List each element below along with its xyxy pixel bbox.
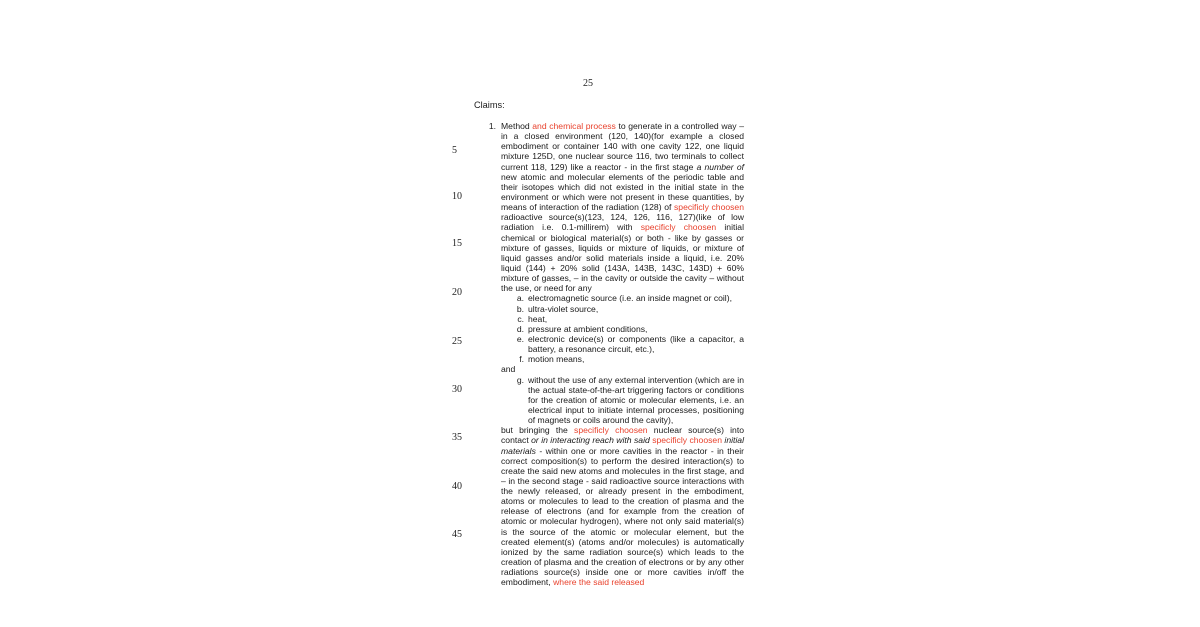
list-item-text: ultra-violet source,: [528, 303, 599, 314]
list-item-label: c.: [517, 313, 524, 324]
list-item: [501, 324, 744, 334]
list-item-label: d.: [516, 323, 524, 334]
claim-text: initial chemical or biological material(s) or both - like by gasses or mixture of gasses, liquids or mixture of liquids, or mixture of liquid gasses and/or solid materials inside a liquid, i.e. 20% liquid (144) + 20% solid (143A, 143B, 143C, 143D) + 60% mixture of gasses, – in the cavity or outside the cavity – without the use, or need for any: [501, 222, 744, 294]
claim-items-second: [501, 375, 744, 426]
line-number: 10: [452, 191, 462, 202]
line-number: 40: [452, 481, 462, 492]
claim-items-first: [501, 293, 744, 364]
list-item-label: f.: [519, 354, 524, 365]
list-item-label: b.: [516, 303, 524, 314]
amended-text: specificly choosen: [574, 425, 648, 436]
italic-text: initial materials: [501, 435, 744, 456]
list-item: [501, 334, 744, 354]
line-number: 30: [452, 384, 462, 395]
line-number-column: [0, 0, 470, 627]
list-item-label: e.: [516, 333, 524, 344]
claim-text: Method: [501, 121, 533, 131]
amended-text: and chemical process: [532, 121, 616, 131]
line-number: 20: [452, 287, 462, 298]
claim-body: [501, 121, 744, 587]
amended-text: specificly choosen: [652, 435, 722, 446]
claim-intro: [501, 121, 744, 293]
claim-text: radioactive source(s)(123, 124, 126, 116, 127)(like of low radiation i.e. 0.1-millirem) with: [501, 212, 744, 233]
page-number: 25: [583, 78, 593, 89]
claim-text: nuclear source(s) into contact: [501, 425, 744, 446]
claim-outro: [501, 425, 744, 587]
amended-text: specificly choosen: [674, 202, 744, 213]
claim-text: but bringing the: [501, 425, 575, 436]
list-item: [501, 293, 744, 303]
italic-text: or in interacting reach with said: [531, 435, 650, 446]
amended-text: specificly choosen: [640, 222, 717, 233]
list-item-text: motion means,: [528, 354, 585, 365]
claim-text: new atomic and molecular elements of the periodic table and their isotopes which did not existed in the initial state in the environment or which were not present in these quantities, by means of interaction of the radiation (128) of: [501, 171, 744, 213]
list-item-label: a.: [516, 293, 524, 304]
claim-text: - within one or more cavities in the reactor - in their correct composition(s) to perform the desired interaction(s) to create the said new atoms and molecules in the first stage, and – in the second stage - said radioactive source interactions with the newly released, or already present in the embodiment, atoms or molecules to lead to the creation of plasma and the release of electrons (and for example from the creation of atomic or molecular hydrogen), where not only said material(s) is the source of the atomic or molecular element, but the created element(s) (atoms and/or molecules) is automatically ionized by the same radiation source(s) which leads to the creation of plasma and the creation of electrons or by any other radiations source(s) inside one or more cavities in/off the embodiment,: [501, 445, 744, 588]
list-item: [501, 375, 744, 426]
list-item-text: electronic device(s) or components (like a capacitor, a battery, a resonance circuit, etc.),: [528, 333, 744, 355]
claim-1: [474, 121, 744, 587]
list-item-label: g.: [516, 374, 524, 385]
claims-heading: Claims:: [474, 100, 505, 110]
list-item-text: electromagnetic source (i.e. an inside magnet or coil),: [528, 293, 732, 304]
italic-text: a number of: [696, 161, 744, 172]
list-item: [501, 314, 744, 324]
list-item-text: without the use of any external intervention (which are in the actual state-of-the-art triggering factors or conditions for the creation of atomic or molecular elements, i.e. an electrical input to initiate internal processes, positioning of magnets or coils around the cavity),: [528, 374, 744, 426]
line-number: 25: [452, 336, 462, 347]
claim-text: to generate in a controlled way – in a closed environment (120, 140)(for example a closed embodiment or container 140 with one cavity 122, one liquid mixture 125D, one nuclear source 116, two terminals to collect current 118, 129) like a reactor - in the first stage: [501, 121, 744, 172]
amended-text: where the said released: [553, 577, 645, 588]
claim-number: 1.: [488, 121, 496, 131]
list-item-text: pressure at ambient conditions,: [528, 323, 648, 334]
line-number: 15: [452, 238, 462, 249]
line-number: 35: [452, 432, 462, 443]
line-number: 5: [452, 145, 457, 156]
line-number: 45: [452, 529, 462, 540]
and-connector: and: [501, 364, 516, 375]
list-item: [501, 354, 744, 364]
list-item: [501, 304, 744, 314]
list-item-text: heat,: [528, 313, 548, 324]
